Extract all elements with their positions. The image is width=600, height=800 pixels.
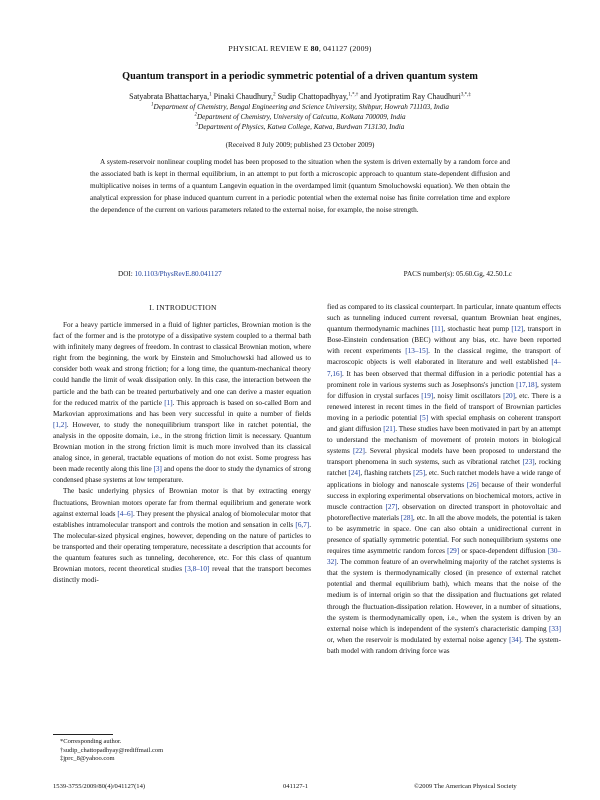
citation-link[interactable]: [4–6] — [117, 509, 133, 518]
citation-link[interactable]: [22] — [352, 447, 365, 456]
section-heading: I. INTRODUCTION — [149, 303, 217, 312]
citation-link[interactable]: [3,8–10] — [184, 565, 210, 574]
citation-link[interactable]: [27] — [385, 502, 398, 511]
citation-link[interactable]: [34] — [509, 635, 522, 644]
journal-name: PHYSICAL REVIEW E — [228, 44, 309, 53]
citation-link[interactable]: [30–32] — [327, 547, 562, 567]
footer-issn: 1539-3755/2009/80(4)/041127(14) — [53, 783, 146, 790]
citation-link[interactable]: [5] — [419, 413, 429, 422]
citation-link[interactable]: [17,18] — [516, 380, 538, 389]
journal-header: PHYSICAL REVIEW E 80, 041127 (2009) — [228, 44, 372, 53]
author: Sudip Chattopadhyay,$^{1,*,\dagger}$ — [277, 92, 359, 101]
journal-volume: 80 — [310, 44, 319, 53]
author: and Jyotipratim Ray Chaudhuri$^{3,*,\ddagger}$ — [360, 92, 471, 101]
footnote: *Corresponding author. — [60, 738, 122, 745]
footer-copyright: ©2009 The American Physical Society — [414, 783, 517, 790]
citation-link[interactable]: [21] — [383, 425, 396, 434]
doi: DOI: 10.1103/PhysRevE.80.041127 — [118, 270, 222, 278]
citation-link[interactable]: [19] — [421, 391, 434, 400]
citation-link[interactable]: [13–15] — [405, 347, 429, 356]
abstract-text: A system-reservoir nonlinear coupling model has been proposed to the situation when the system is driven externally by a random force and the associated bath is kept in thermal equilibrium, in an attempt to put forth a microscopic approach to quantum state-dependent diffusion and multiplicative noises in terms of a quantum Langevin equation in the overdamped limit (quantum Smoluchowski equation). We then obtain the analytical expression for phase induced quantum current in a periodic potential when the external noise has finite correlation time and explore the dependence of the current on various parameters related to the external noise, for example, the noise strength. — [90, 158, 510, 215]
paper-title: Quantum transport in a periodic symmetric potential of a driven quantum system — [122, 71, 478, 82]
article-number: 041127 (2009) — [323, 44, 372, 53]
citation-link[interactable]: [24] — [348, 469, 361, 478]
citation-link[interactable]: [28] — [400, 513, 413, 522]
citation-link[interactable]: [1,2] — [53, 420, 67, 429]
footnote: †sudip_chattopadhyay@rediffmail.com — [60, 746, 164, 754]
citation-link[interactable]: [26] — [466, 480, 479, 489]
citation-link[interactable]: [20] — [503, 391, 516, 400]
left-column — [53, 320, 311, 586]
citation-link[interactable]: [3] — [153, 465, 162, 474]
citation-link[interactable]: [4–7,16] — [327, 358, 561, 378]
author-list — [40, 92, 560, 102]
abstract — [90, 156, 510, 216]
citation-link[interactable]: [33] — [549, 624, 561, 633]
footnote: ‡jprc_8@yahoo.com — [60, 755, 115, 763]
author: Pinaki Chaudhury,$^2$ — [213, 92, 276, 101]
citation-link[interactable]: [1] — [164, 398, 173, 407]
affiliation: $^1$Department of Chemistry, Bengal Engineering and Science University, Shibpur, Howrah 711103, India — [151, 102, 449, 111]
citation-link[interactable]: [29] — [447, 547, 460, 556]
citation-link[interactable]: [12] — [511, 325, 524, 334]
paragraph: For a heavy particle immersed in a fluid of lighter particles, Brownian motion is the fact of the former and is the prototype of a dissipative system coupled to a thermal bath with infinitely many degrees of freedom. In contrast to classical Brownian motion, where right from the beginning, the work by Einstein and Smoluchowski had allowed us to consider both weak and strong friction; for a long time, the quantum-mechanical theory could handle the limit of weak dissipation only. In this case, the interaction between the particle and the bath can be treated perturbatively and one can derive a master equation for the reduced matrix of the particle [1]. This approach is based on so-called Born and Markovian approximations and has been very successful in quite a number of fields [1,2]. However, to study the nonequilibrium transport like in ratchet potential, the analysis in the opposite domain, i.e., in the strong friction limit is necessary. Quantum Brownian motion in the strong friction limit is much more involved than its classical analog since, in general, tractable equations of motion do not exist. Some progress has been made recently along this line [3] and opens the door to study the dynamics of strong condensed phase systems at low temperature. — [53, 321, 311, 485]
affiliation: $^3$Department of Physics, Katwa College, Katwa, Burdwan 713130, India — [195, 122, 405, 131]
right-column — [327, 302, 561, 657]
paragraph: The basic underlying physics of Brownian motor is that by extracting energy fluctuations, Brownian motors operate far from thermal equilibrium and generate work against external loads [4–6]. They present the physical analog of biomolecular motor that establishes intramolecular transport and controls the motion and sensation in cells [6,7]. The molecular-sized physical engines, however, depending on the nature of particles to be transported and their operating temperature, necessitate a description that accounts for the quantum features such as tunneling, decoherence, etc. For this class of quantum Brownian motors, recent theoretical studies [3,8–10] reveal that the transport becomes distinctly modi- — [53, 487, 311, 585]
footnotes — [60, 738, 310, 764]
citation-link[interactable]: [23] — [522, 458, 535, 467]
doi-link[interactable]: 10.1103/PhysRevE.80.041127 — [134, 270, 222, 278]
author: Satyabrata Bhattacharya,$^1$ — [129, 92, 212, 101]
footer-page-number: 041127-1 — [283, 783, 309, 790]
footnote-divider — [53, 734, 113, 735]
citation-link[interactable]: [6,7] — [295, 520, 310, 529]
received-date: (Received 8 July 2009; published 23 October 2009) — [225, 141, 375, 149]
affiliation: $^2$Department of Chemistry, University of Calcutta, Kolkata 700009, India — [194, 112, 406, 121]
pacs-numbers: PACS number(s): 05.60.Gg, 42.50.Lc — [403, 270, 512, 278]
paragraph: fied as compared to its classical counterpart. In particular, innate quantum effects such as tunneling induced current reversal, quantum Brownian heat engines, quantum thermodynamic machines [11], stochastic heat pump [12], transport in Bose-Einstein condensation (BEC) without any bias, etc. have been reported with recent experiments [13–15]. In the classical regime, the transport of macroscopic objects is well elaborated in literature and well established [4–7,16]. It has been observed that thermal diffusion in a periodic potential has a prominent role in various systems such as Josephsons's junction [17,18], system for diffusion in crystal surfaces [19], noisy limit oscillators [20], etc. There is a renewed interest in recent times in the field of transport of Brownian particles moving in a periodic potential [5] with special emphasis on coherent transport and giant diffusion [21]. These studies have been motivated in part by an attempt to understand the mechanism of movement of protein motors in biological systems [22]. Several physical models have been proposed to understand the transport phenomena in such systems, such as vibrational ratchet [23], rocking ratchet [24], flashing ratchets [25], etc. Such ratchet models have a wide range of applications in biology and nanoscale systems [26] because of their wonderful success in exploring experimental observations on biochemical motors, active in muscle contraction [27], observation on directed transport in photovoltaic and photoreflective materials [28], etc. In all the above models, the potential is taken to be asymmetric in space. One can also obtain a unidirectional current in presence of spatially symmetric potential. For such nonequilibrium systems one requires time asymmetric random forces [29] or space-dependent diffusion [30–32]. The common feature of an overwhelming majority of the ratchet systems is that the system is thermodynamically closed (in presence of external ratchet potential and thermal equilibrium bath), which means that the noise of the medium is of internal origin so that the dissipation and fluctuations get related through the fluctuation-dissipation relation. However, in a number of situations, the system is thermodynamically open, i.e., when the system is driven by an external noise which is independent of the system's characteristic damping [33] or, when the reservoir is modulated by external noise agency [34]. The system-bath model with random driving force was — [327, 303, 562, 655]
citation-link[interactable]: [25] — [413, 469, 426, 478]
citation-link[interactable]: [11] — [431, 325, 444, 334]
